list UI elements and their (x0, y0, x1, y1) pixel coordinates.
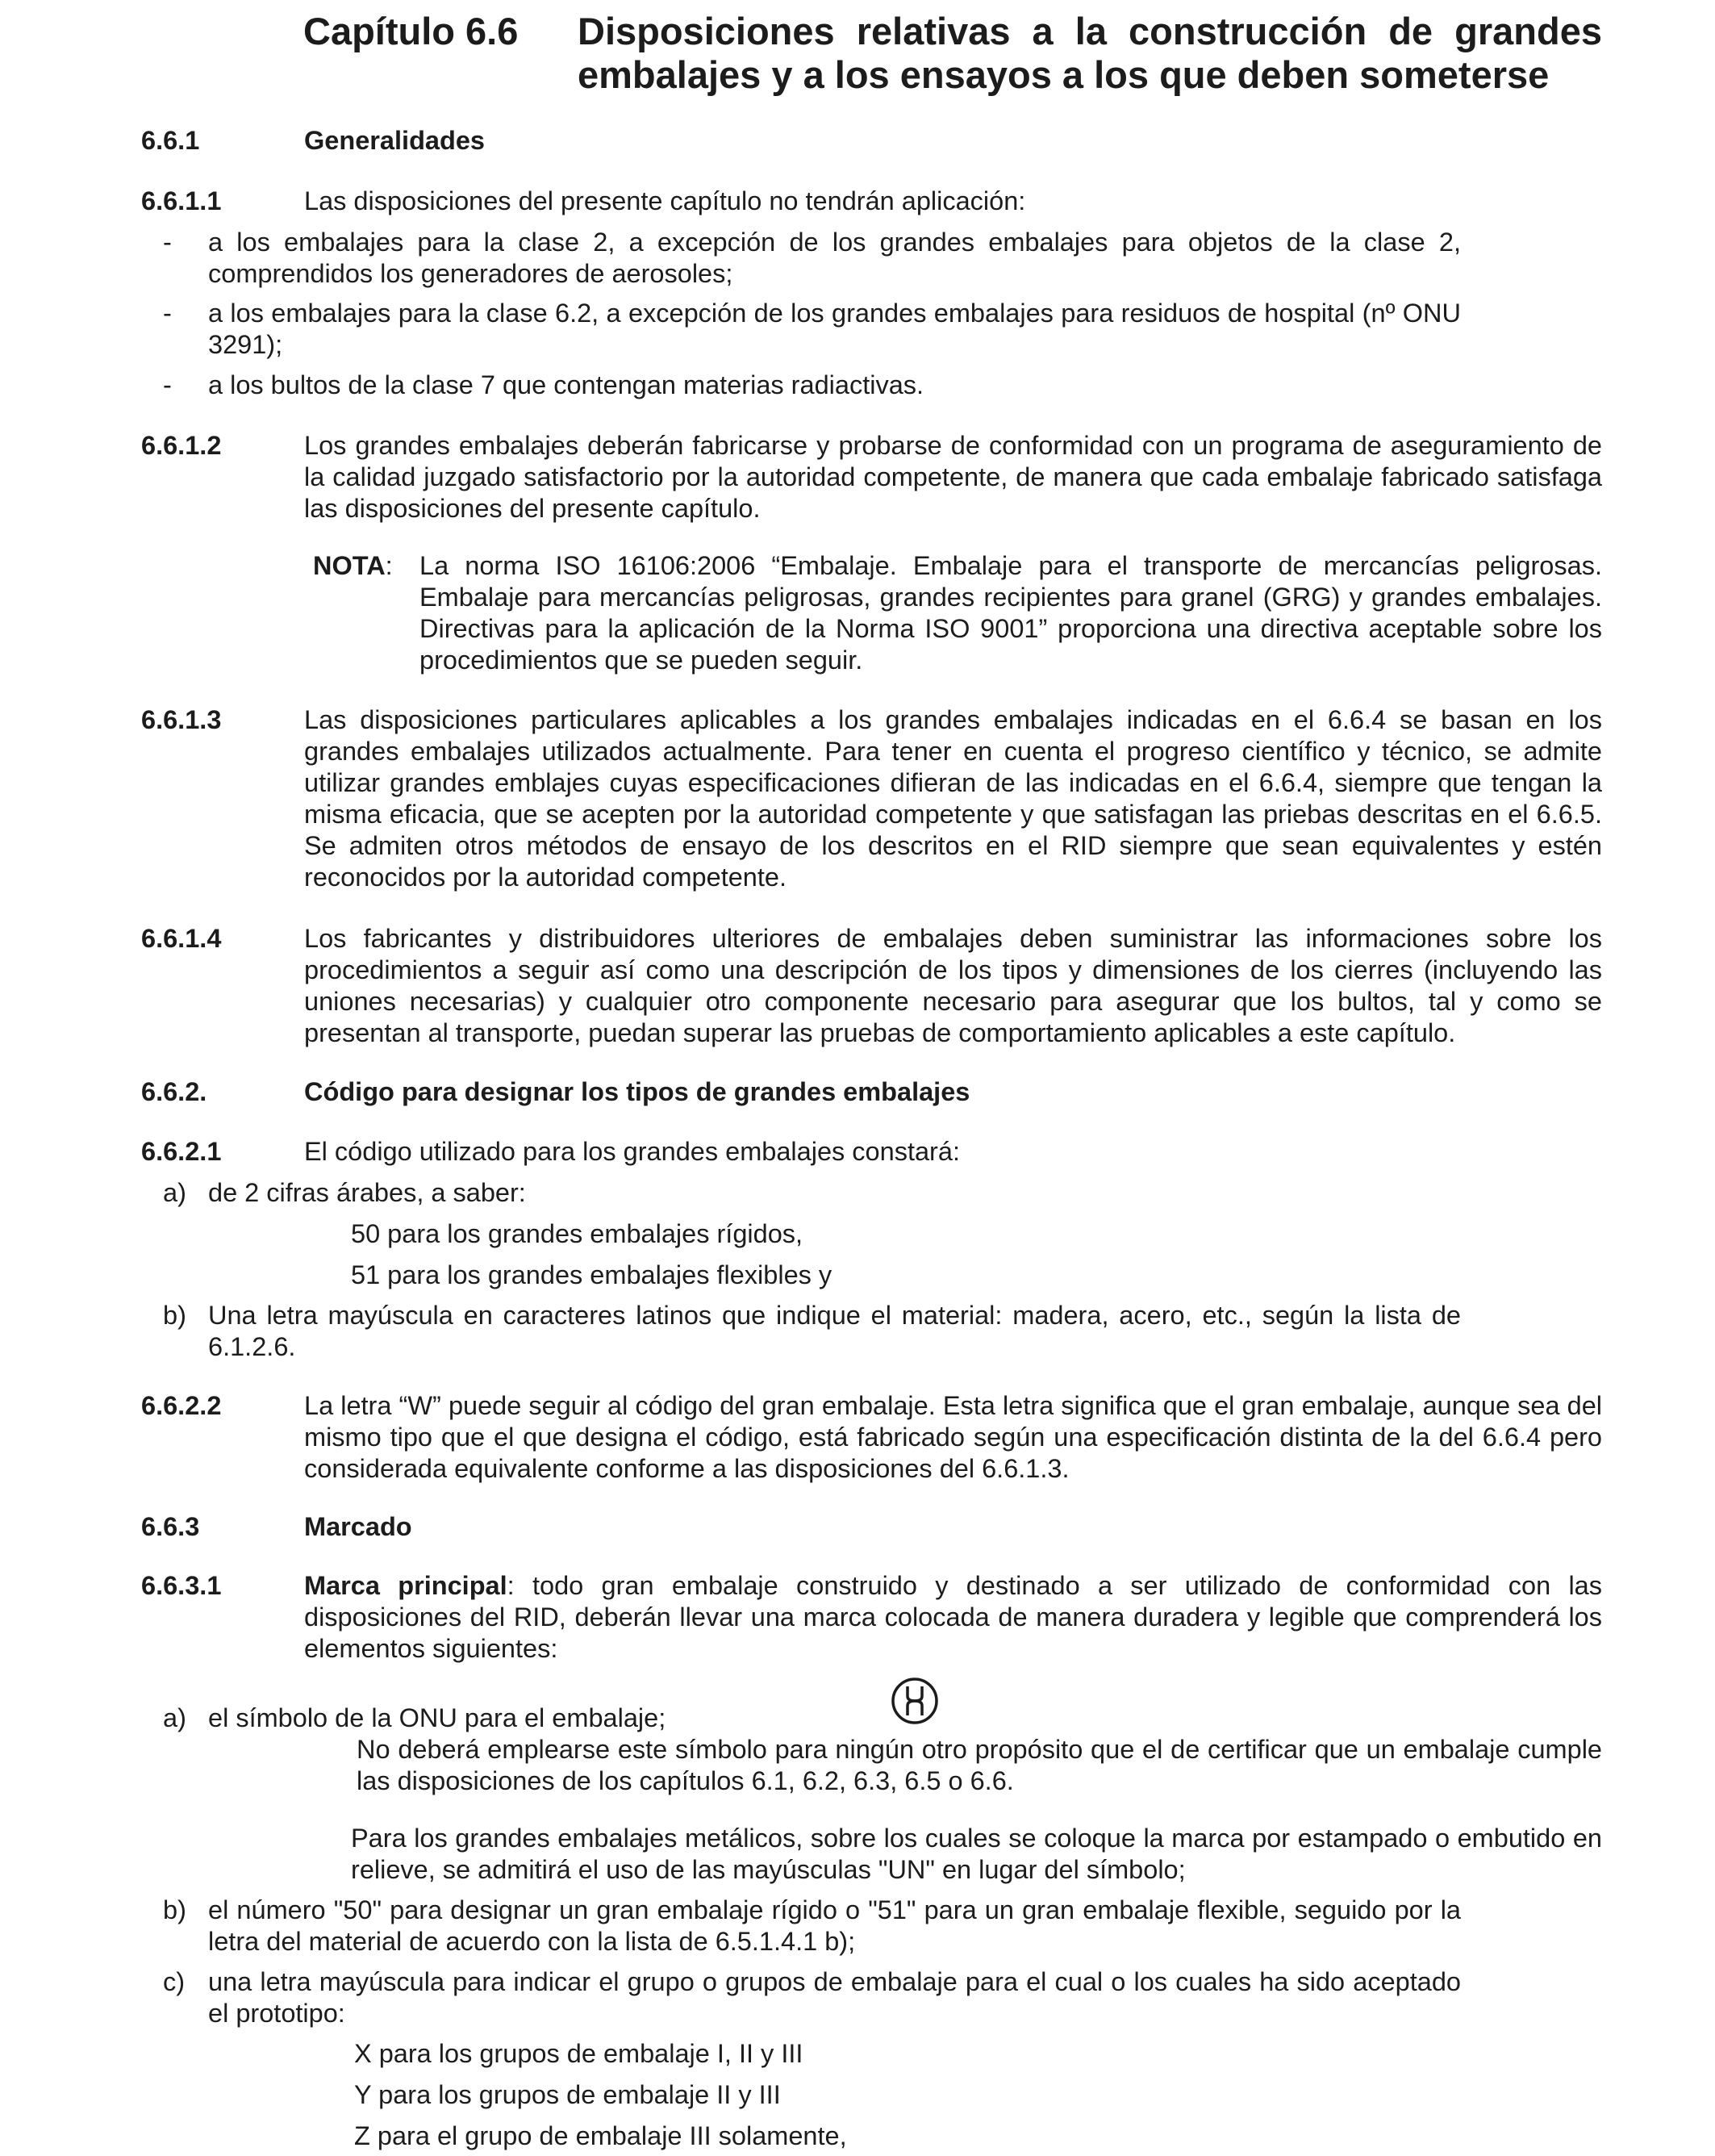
section-heading: Marcado (304, 1512, 412, 1541)
paragraph-lead: Marca principal (304, 1571, 507, 1600)
note-label: NOTA: (313, 551, 393, 580)
chapter-number: Capítulo 6.6 (303, 10, 519, 52)
list-item-text: Una letra mayúscula en caracteres latinos que indique el material: madera, acero, etc., según la lista de 6.1.2.6. (208, 1301, 1461, 1361)
paragraph-number: 6.6.2.1 (141, 1137, 222, 1166)
list-marker: c) (163, 1967, 186, 1996)
list-item-text: el símbolo de la ONU para el embalaje; (208, 1703, 666, 1732)
sub-item: Y para los grupos de embalaje II y III (354, 2080, 781, 2109)
list-marker: a) (163, 1703, 186, 1732)
list-item-text: de 2 cifras árabes, a saber: (208, 1178, 526, 1207)
paragraph-number: 6.6.2.2 (141, 1391, 222, 1420)
paragraph-intro: El código utilizado para los grandes embalajes constará: (304, 1137, 960, 1166)
paragraph-text: La letra “W” puede seguir al código del gran embalaje. Esta letra significa que el gran embalaje, aunque sea del mismo tipo que el que designa el código, está fabricado según una especificación distinta de la del 6.6.4 pero considerada equivalente conforme a las disposiciones del 6.6.1.3. (304, 1391, 1602, 1483)
list-marker: a) (163, 1178, 186, 1207)
paragraph-number: 6.6.1.3 (141, 705, 222, 734)
list-item-text: a los embalajes para la clase 6.2, a excepción de los grandes embalajes para residuos de hospital (nº ONU 3291); (208, 299, 1461, 359)
paragraph-number: 6.6.3.1 (141, 1571, 222, 1600)
sub-item: 51 para los grandes embalajes flexibles y (351, 1260, 832, 1289)
section-number: 6.6.1 (141, 126, 200, 155)
paragraph-text: Marca principal: todo gran embalaje construido y destinado a ser utilizado de conformidad con las disposiciones del RID, deberán llevar una marca colocada de manera duradera y legible que comprenderá los elementos siguientes: (304, 1571, 1603, 1663)
list-item-text: una letra mayúscula para indicar el grupo o grupos de embalaje para el cual o los cuales ha sido aceptado el prototipo: (208, 1967, 1461, 2028)
note-text: La norma ISO 16106:2006 “Embalaje. Embalaje para el transporte de mercancías peligrosas. Embalaje para mercancías peligrosas, grandes recipientes para granel (GRG) y grandes embalajes. Directivas para la aplicación de la Norma ISO 9001” proporciona una directiva aceptable sobre los procedimientos que se pueden seguir. (419, 551, 1602, 675)
paragraph-text: Los fabricantes y distribuidores ulteriores de embalajes deben suministrar las informaciones sobre los procedimientos a seguir así como una descripción de los tipos y dimensiones de los cierres (incluyendo las uniones necesarias) y cualquier otro componente necesario para asegurar que los bultos, tal y como se presentan al transporte, puedan superar las pruebas de comportamiento aplicables a este capítulo. (304, 924, 1602, 1047)
paragraph-text: Las disposiciones particulares aplicables a los grandes embalajes indicadas en el 6.6.4 se basan en los grandes embalajes utilizados actualmente. Para tener en cuenta el progreso científico y técnico, se admite utilizar grandes emblajes cuyas especificaciones difieran de las indicadas en el 6.6.4, siempre que tengan la misma eficacia, que se acepten por la autoridad competente y que satisfagan las priebas descritas en el 6.6.5. Se admiten otros métodos de ensayo de los descritos en el RID siempre que sean equivalentes y estén reconocidos por la autoridad competente. (304, 705, 1602, 892)
paragraph-text: Los grandes embalajes deberán fabricarse y probarse de conformidad con un programa de aseguramiento de la calidad juzgado satisfactorio por la autoridad competente, de manera que cada embalaje fabricado satisfaga las disposiciones del presente capítulo. (304, 431, 1602, 523)
list-item-text: el número "50" para designar un gran embalaje rígido o "51" para un gran embalaje flexible, seguido por la letra del material de acuerdo con la lista de 6.5.1.4.1 b); (208, 1895, 1461, 1956)
list-marker: b) (163, 1301, 186, 1330)
list-dash: - (163, 370, 172, 399)
list-marker: b) (163, 1895, 186, 1924)
list-item-note: No deberá emplearse este símbolo para ningún otro propósito que el de certificar que un embalaje cumple las disposiciones de los capítulos 6.1, 6.2, 6.3, 6.5 o 6.6. (357, 1735, 1602, 1795)
section-heading: Código para designar los tipos de grandes embalajes (304, 1077, 970, 1106)
paragraph-number: 6.6.1.1 (141, 186, 222, 215)
section-number: 6.6.2. (141, 1077, 207, 1106)
paragraph-number: 6.6.1.2 (141, 431, 222, 460)
sub-item: 50 para los grandes embalajes rígidos, (351, 1219, 803, 1248)
sub-item: X para los grupos de embalaje I, II y III (354, 2039, 803, 2068)
paragraph-number: 6.6.1.4 (141, 924, 222, 953)
list-item-text: a los embalajes para la clase 2, a excepción de los grandes embalajes para objetos de la clase 2, comprendidos los generadores de aerosoles; (208, 228, 1461, 288)
list-dash: - (163, 299, 172, 328)
chapter-title: Disposiciones relativas a la construcción de grandes embalajes y a los ensayos a los que deben someterse (578, 10, 1602, 96)
list-dash: - (163, 228, 172, 257)
section-heading: Generalidades (304, 126, 485, 155)
list-item-text: a los bultos de la clase 7 que contengan materias radiactivas. (208, 370, 924, 399)
un-packaging-symbol-icon (891, 1677, 939, 1725)
paragraph-intro: Las disposiciones del presente capítulo no tendrán aplicación: (304, 186, 1026, 215)
list-item-note: Para los grandes embalajes metálicos, sobre los cuales se coloque la marca por estampado o embutido en relieve, se admitirá el uso de las mayúsculas "UN" en lugar del símbolo; (351, 1824, 1602, 1884)
section-number: 6.6.3 (141, 1512, 200, 1541)
sub-item: Z para el grupo de embalaje III solamente, (354, 2121, 847, 2150)
